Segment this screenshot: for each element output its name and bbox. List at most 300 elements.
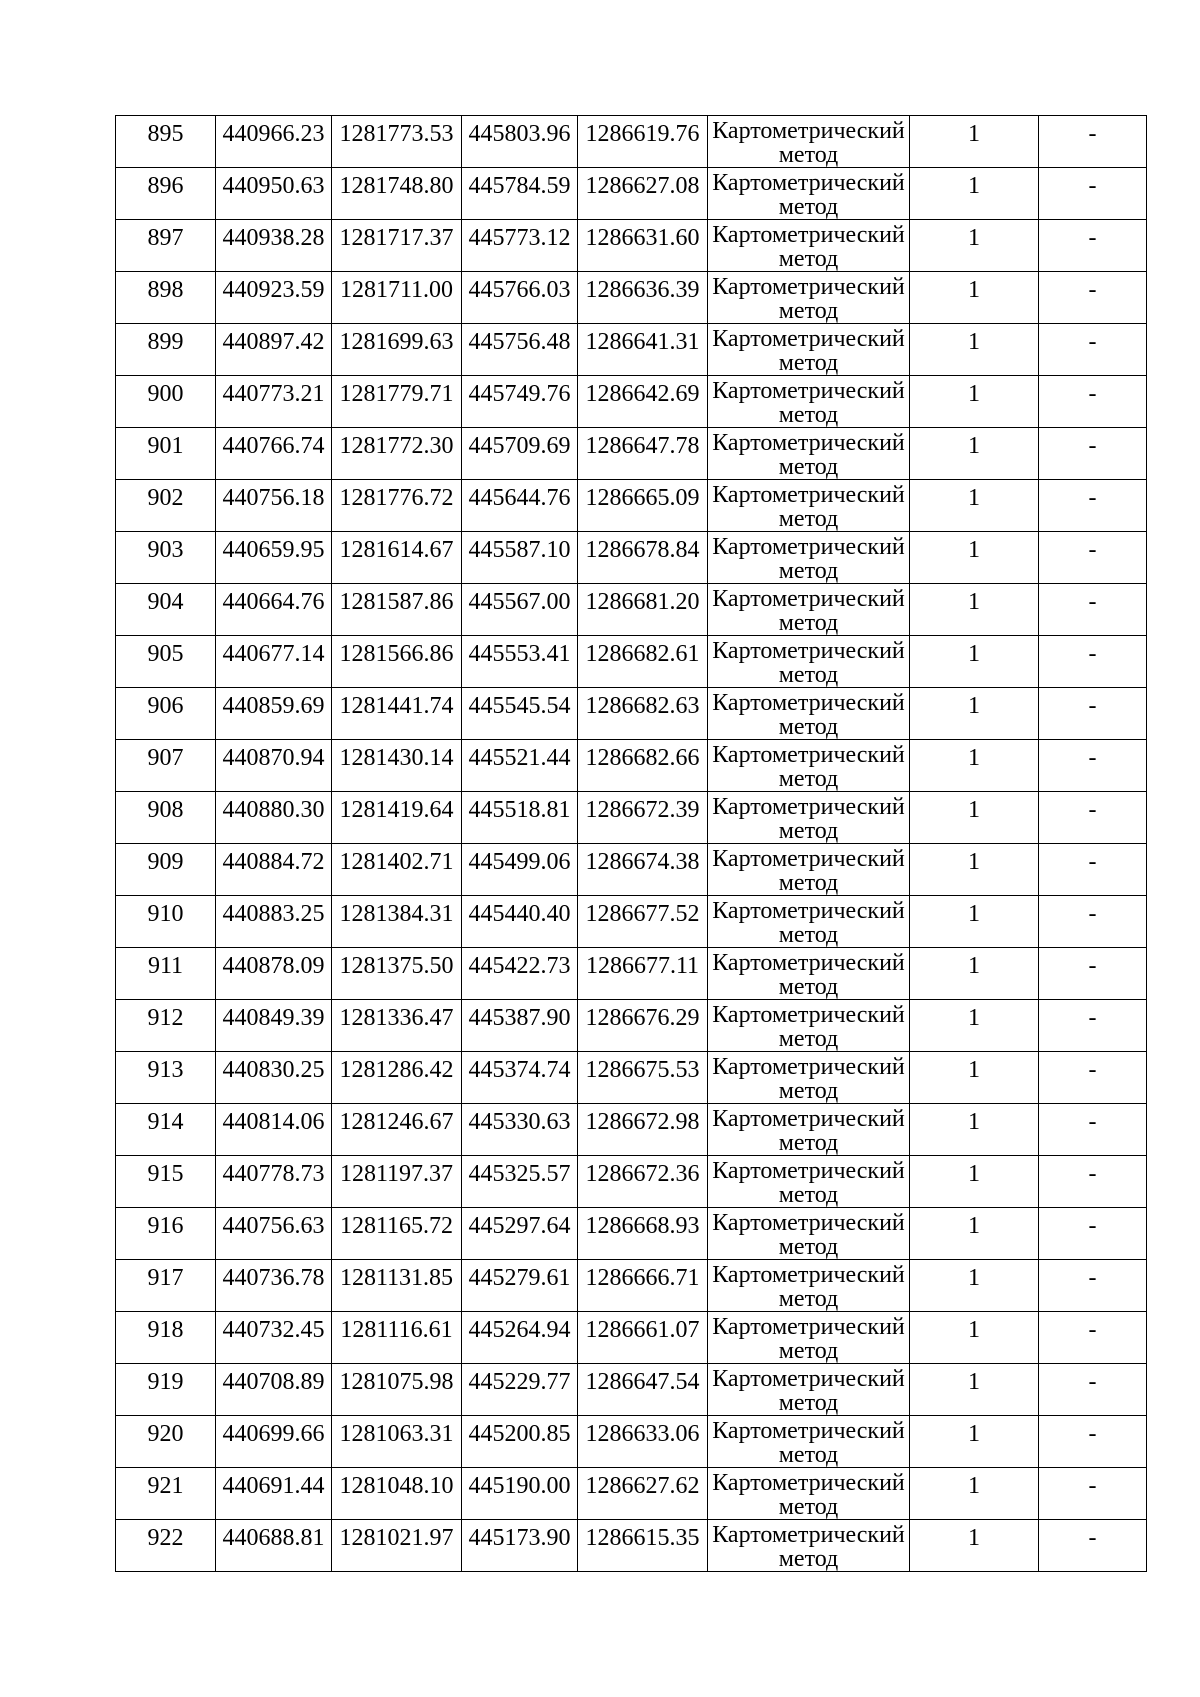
y-new-cell: 1286619.76: [578, 116, 708, 168]
point-number-cell: 917: [116, 1260, 216, 1312]
method-line-1: Картометрический: [712, 1418, 905, 1444]
x-old-cell: 440756.63: [216, 1208, 332, 1260]
accuracy-cell: 1: [910, 948, 1039, 1000]
method-cell: [708, 792, 910, 844]
accuracy-cell: 1: [910, 584, 1039, 636]
method-line-1: Картометрический: [712, 274, 905, 300]
note-cell: -: [1039, 1416, 1147, 1468]
method-cell: [708, 1364, 910, 1416]
table-row: [116, 896, 1147, 948]
method-line-1: Картометрический: [712, 1002, 905, 1028]
point-number-cell: 907: [116, 740, 216, 792]
method-line-2: метод: [778, 506, 839, 532]
y-new-cell: 1286615.35: [578, 1520, 708, 1572]
method-cell: [708, 1260, 910, 1312]
note-cell: -: [1039, 896, 1147, 948]
note-cell: -: [1039, 688, 1147, 740]
y-old-cell: 1281711.00: [332, 272, 462, 324]
note-cell: -: [1039, 1000, 1147, 1052]
point-number-cell: 919: [116, 1364, 216, 1416]
method-line-1: Картометрический: [712, 534, 905, 560]
point-number-cell: 896: [116, 168, 216, 220]
method-line-1: Картометрический: [712, 378, 905, 404]
x-new-cell: 445190.00: [462, 1468, 578, 1520]
point-number-cell: 903: [116, 532, 216, 584]
y-old-cell: 1281048.10: [332, 1468, 462, 1520]
method-line-2: метод: [778, 1338, 839, 1364]
accuracy-cell: 1: [910, 272, 1039, 324]
note-cell: -: [1039, 428, 1147, 480]
accuracy-cell: 1: [910, 792, 1039, 844]
x-old-cell: 440699.66: [216, 1416, 332, 1468]
y-old-cell: 1281773.53: [332, 116, 462, 168]
table-row: [116, 272, 1147, 324]
note-cell: -: [1039, 1312, 1147, 1364]
method-line-2: метод: [778, 454, 839, 480]
table-row: [116, 792, 1147, 844]
y-old-cell: 1281075.98: [332, 1364, 462, 1416]
x-old-cell: 440688.81: [216, 1520, 332, 1572]
y-new-cell: 1286672.98: [578, 1104, 708, 1156]
method-line-1: Картометрический: [712, 1470, 905, 1496]
method-line-2: метод: [778, 818, 839, 844]
method-cell: [708, 740, 910, 792]
x-old-cell: 440766.74: [216, 428, 332, 480]
method-line-1: Картометрический: [712, 898, 905, 924]
method-line-1: Картометрический: [712, 794, 905, 820]
accuracy-cell: 1: [910, 1312, 1039, 1364]
y-new-cell: 1286682.66: [578, 740, 708, 792]
method-line-1: Картометрический: [712, 170, 905, 196]
table-row: [116, 1260, 1147, 1312]
y-old-cell: 1281566.86: [332, 636, 462, 688]
table-row: [116, 1156, 1147, 1208]
method-line-2: метод: [778, 142, 839, 168]
y-new-cell: 1286682.63: [578, 688, 708, 740]
accuracy-cell: 1: [910, 844, 1039, 896]
y-old-cell: 1281402.71: [332, 844, 462, 896]
point-number-cell: 913: [116, 1052, 216, 1104]
table-row: [116, 1312, 1147, 1364]
method-cell: [708, 844, 910, 896]
accuracy-cell: 1: [910, 428, 1039, 480]
y-old-cell: 1281748.80: [332, 168, 462, 220]
method-cell: [708, 376, 910, 428]
method-line-1: Картометрический: [712, 482, 905, 508]
note-cell: -: [1039, 1052, 1147, 1104]
note-cell: -: [1039, 1208, 1147, 1260]
table-row: [116, 376, 1147, 428]
x-new-cell: 445773.12: [462, 220, 578, 272]
point-number-cell: 908: [116, 792, 216, 844]
method-line-2: метод: [778, 246, 839, 272]
accuracy-cell: 1: [910, 1104, 1039, 1156]
point-number-cell: 898: [116, 272, 216, 324]
y-old-cell: 1281699.63: [332, 324, 462, 376]
point-number-cell: 914: [116, 1104, 216, 1156]
note-cell: -: [1039, 272, 1147, 324]
accuracy-cell: 1: [910, 1468, 1039, 1520]
method-cell: [708, 1520, 910, 1572]
x-old-cell: 440830.25: [216, 1052, 332, 1104]
y-new-cell: 1286636.39: [578, 272, 708, 324]
method-cell: [708, 1312, 910, 1364]
x-new-cell: 445499.06: [462, 844, 578, 896]
y-old-cell: 1281776.72: [332, 480, 462, 532]
x-new-cell: 445521.44: [462, 740, 578, 792]
point-number-cell: 900: [116, 376, 216, 428]
x-new-cell: 445587.10: [462, 532, 578, 584]
x-old-cell: 440966.23: [216, 116, 332, 168]
method-line-2: метод: [778, 922, 839, 948]
table-row: [116, 1416, 1147, 1468]
x-new-cell: 445803.96: [462, 116, 578, 168]
accuracy-cell: 1: [910, 324, 1039, 376]
y-new-cell: 1286665.09: [578, 480, 708, 532]
note-cell: -: [1039, 636, 1147, 688]
method-cell: [708, 1156, 910, 1208]
method-line-2: метод: [778, 1234, 839, 1260]
table-row: [116, 1104, 1147, 1156]
note-cell: -: [1039, 740, 1147, 792]
method-line-1: Картометрический: [712, 1314, 905, 1340]
method-line-2: метод: [778, 714, 839, 740]
x-old-cell: 440659.95: [216, 532, 332, 584]
x-old-cell: 440950.63: [216, 168, 332, 220]
point-number-cell: 915: [116, 1156, 216, 1208]
method-line-1: Картометрический: [712, 1106, 905, 1132]
point-number-cell: 906: [116, 688, 216, 740]
method-cell: [708, 532, 910, 584]
x-old-cell: 440664.76: [216, 584, 332, 636]
method-cell: [708, 1052, 910, 1104]
method-cell: [708, 1104, 910, 1156]
y-old-cell: 1281384.31: [332, 896, 462, 948]
method-cell: [708, 1000, 910, 1052]
note-cell: -: [1039, 1364, 1147, 1416]
table-row: [116, 636, 1147, 688]
x-old-cell: 440773.21: [216, 376, 332, 428]
method-line-1: Картометрический: [712, 1522, 905, 1548]
y-new-cell: 1286668.93: [578, 1208, 708, 1260]
point-number-cell: 910: [116, 896, 216, 948]
point-number-cell: 912: [116, 1000, 216, 1052]
method-cell: [708, 168, 910, 220]
accuracy-cell: 1: [910, 1364, 1039, 1416]
accuracy-cell: 1: [910, 376, 1039, 428]
y-old-cell: 1281430.14: [332, 740, 462, 792]
x-old-cell: 440884.72: [216, 844, 332, 896]
y-old-cell: 1281246.67: [332, 1104, 462, 1156]
table-row: [116, 1468, 1147, 1520]
accuracy-cell: 1: [910, 532, 1039, 584]
method-line-1: Картометрический: [712, 638, 905, 664]
method-line-1: Картометрический: [712, 1210, 905, 1236]
accuracy-cell: 1: [910, 168, 1039, 220]
note-cell: -: [1039, 792, 1147, 844]
accuracy-cell: 1: [910, 480, 1039, 532]
x-new-cell: 445567.00: [462, 584, 578, 636]
note-cell: -: [1039, 1520, 1147, 1572]
method-line-2: метод: [778, 1442, 839, 1468]
point-number-cell: 901: [116, 428, 216, 480]
note-cell: -: [1039, 376, 1147, 428]
note-cell: -: [1039, 220, 1147, 272]
x-new-cell: 445297.64: [462, 1208, 578, 1260]
y-new-cell: 1286666.71: [578, 1260, 708, 1312]
x-new-cell: 445766.03: [462, 272, 578, 324]
y-old-cell: 1281717.37: [332, 220, 462, 272]
note-cell: -: [1039, 1260, 1147, 1312]
note-cell: -: [1039, 844, 1147, 896]
table-row: [116, 220, 1147, 272]
x-old-cell: 440708.89: [216, 1364, 332, 1416]
note-cell: -: [1039, 1104, 1147, 1156]
method-line-1: Картометрический: [712, 430, 905, 456]
y-new-cell: 1286675.53: [578, 1052, 708, 1104]
point-number-cell: 916: [116, 1208, 216, 1260]
x-new-cell: 445709.69: [462, 428, 578, 480]
method-line-2: метод: [778, 1546, 839, 1572]
x-old-cell: 440814.06: [216, 1104, 332, 1156]
method-line-2: метод: [778, 402, 839, 428]
y-old-cell: 1281165.72: [332, 1208, 462, 1260]
y-new-cell: 1286647.54: [578, 1364, 708, 1416]
x-new-cell: 445545.54: [462, 688, 578, 740]
x-new-cell: 445264.94: [462, 1312, 578, 1364]
y-old-cell: 1281063.31: [332, 1416, 462, 1468]
y-new-cell: 1286674.38: [578, 844, 708, 896]
point-number-cell: 895: [116, 116, 216, 168]
x-new-cell: 445440.40: [462, 896, 578, 948]
note-cell: -: [1039, 116, 1147, 168]
point-number-cell: 921: [116, 1468, 216, 1520]
table-row: [116, 116, 1147, 168]
point-number-cell: 904: [116, 584, 216, 636]
y-old-cell: 1281587.86: [332, 584, 462, 636]
x-new-cell: 445325.57: [462, 1156, 578, 1208]
x-old-cell: 440878.09: [216, 948, 332, 1000]
method-line-1: Картометрический: [712, 586, 905, 612]
accuracy-cell: 1: [910, 896, 1039, 948]
y-new-cell: 1286627.08: [578, 168, 708, 220]
y-old-cell: 1281286.42: [332, 1052, 462, 1104]
x-old-cell: 440938.28: [216, 220, 332, 272]
method-line-1: Картометрический: [712, 326, 905, 352]
method-line-2: метод: [778, 766, 839, 792]
point-number-cell: 909: [116, 844, 216, 896]
method-line-1: Картометрический: [712, 118, 905, 144]
method-cell: [708, 428, 910, 480]
table-row: [116, 480, 1147, 532]
method-cell: [708, 896, 910, 948]
method-line-2: метод: [778, 974, 839, 1000]
table-row: [116, 584, 1147, 636]
method-line-2: метод: [778, 610, 839, 636]
method-cell: [708, 116, 910, 168]
x-new-cell: 445387.90: [462, 1000, 578, 1052]
y-old-cell: 1281772.30: [332, 428, 462, 480]
x-new-cell: 445200.85: [462, 1416, 578, 1468]
y-old-cell: 1281375.50: [332, 948, 462, 1000]
x-old-cell: 440736.78: [216, 1260, 332, 1312]
y-old-cell: 1281021.97: [332, 1520, 462, 1572]
x-new-cell: 445518.81: [462, 792, 578, 844]
point-number-cell: 897: [116, 220, 216, 272]
x-old-cell: 440897.42: [216, 324, 332, 376]
y-new-cell: 1286678.84: [578, 532, 708, 584]
y-new-cell: 1286682.61: [578, 636, 708, 688]
y-old-cell: 1281419.64: [332, 792, 462, 844]
x-old-cell: 440778.73: [216, 1156, 332, 1208]
x-old-cell: 440677.14: [216, 636, 332, 688]
x-old-cell: 440880.30: [216, 792, 332, 844]
y-new-cell: 1286647.78: [578, 428, 708, 480]
table-row: [116, 1520, 1147, 1572]
note-cell: -: [1039, 168, 1147, 220]
y-new-cell: 1286642.69: [578, 376, 708, 428]
method-cell: [708, 1208, 910, 1260]
x-old-cell: 440870.94: [216, 740, 332, 792]
method-line-1: Картометрический: [712, 846, 905, 872]
method-cell: [708, 272, 910, 324]
table-row: [116, 324, 1147, 376]
y-new-cell: 1286677.11: [578, 948, 708, 1000]
method-line-2: метод: [778, 870, 839, 896]
method-line-2: метод: [778, 194, 839, 220]
table-row: [116, 1052, 1147, 1104]
x-old-cell: 440849.39: [216, 1000, 332, 1052]
method-cell: [708, 324, 910, 376]
y-new-cell: 1286672.36: [578, 1156, 708, 1208]
method-cell: [708, 688, 910, 740]
x-new-cell: 445756.48: [462, 324, 578, 376]
x-new-cell: 445784.59: [462, 168, 578, 220]
method-line-2: метод: [778, 1286, 839, 1312]
method-line-2: метод: [778, 1494, 839, 1520]
y-new-cell: 1286672.39: [578, 792, 708, 844]
note-cell: -: [1039, 584, 1147, 636]
method-line-2: метод: [778, 1078, 839, 1104]
note-cell: -: [1039, 1468, 1147, 1520]
x-new-cell: 445173.90: [462, 1520, 578, 1572]
method-line-2: метод: [778, 1390, 839, 1416]
method-line-2: метод: [778, 558, 839, 584]
note-cell: -: [1039, 480, 1147, 532]
table-row: [116, 844, 1147, 896]
accuracy-cell: 1: [910, 1260, 1039, 1312]
method-line-2: метод: [778, 662, 839, 688]
point-number-cell: 922: [116, 1520, 216, 1572]
y-old-cell: 1281336.47: [332, 1000, 462, 1052]
method-line-2: метод: [778, 350, 839, 376]
accuracy-cell: 1: [910, 740, 1039, 792]
method-cell: [708, 1468, 910, 1520]
x-new-cell: 445330.63: [462, 1104, 578, 1156]
x-old-cell: 440883.25: [216, 896, 332, 948]
accuracy-cell: 1: [910, 1052, 1039, 1104]
method-cell: [708, 584, 910, 636]
table-row: [116, 428, 1147, 480]
method-cell: [708, 220, 910, 272]
x-old-cell: 440859.69: [216, 688, 332, 740]
accuracy-cell: 1: [910, 1208, 1039, 1260]
x-new-cell: 445644.76: [462, 480, 578, 532]
accuracy-cell: 1: [910, 1416, 1039, 1468]
accuracy-cell: 1: [910, 1000, 1039, 1052]
y-new-cell: 1286633.06: [578, 1416, 708, 1468]
x-new-cell: 445374.74: [462, 1052, 578, 1104]
y-new-cell: 1286676.29: [578, 1000, 708, 1052]
y-old-cell: 1281116.61: [332, 1312, 462, 1364]
table-row: [116, 1364, 1147, 1416]
method-line-1: Картометрический: [712, 1054, 905, 1080]
accuracy-cell: 1: [910, 220, 1039, 272]
method-cell: [708, 480, 910, 532]
method-line-1: Картометрический: [712, 1262, 905, 1288]
y-old-cell: 1281197.37: [332, 1156, 462, 1208]
method-line-1: Картометрический: [712, 1366, 905, 1392]
point-number-cell: 918: [116, 1312, 216, 1364]
accuracy-cell: 1: [910, 116, 1039, 168]
method-line-1: Картометрический: [712, 1158, 905, 1184]
x-old-cell: 440923.59: [216, 272, 332, 324]
note-cell: -: [1039, 532, 1147, 584]
x-old-cell: 440756.18: [216, 480, 332, 532]
method-line-1: Картометрический: [712, 950, 905, 976]
y-new-cell: 1286641.31: [578, 324, 708, 376]
method-cell: [708, 1416, 910, 1468]
note-cell: -: [1039, 1156, 1147, 1208]
accuracy-cell: 1: [910, 688, 1039, 740]
table-row: [116, 688, 1147, 740]
method-line-2: метод: [778, 298, 839, 324]
table-row: [116, 740, 1147, 792]
y-new-cell: 1286627.62: [578, 1468, 708, 1520]
x-new-cell: 445279.61: [462, 1260, 578, 1312]
y-new-cell: 1286681.20: [578, 584, 708, 636]
table-row: [116, 1000, 1147, 1052]
y-new-cell: 1286677.52: [578, 896, 708, 948]
table-row: [116, 168, 1147, 220]
y-old-cell: 1281614.67: [332, 532, 462, 584]
method-line-2: метод: [778, 1026, 839, 1052]
method-line-2: метод: [778, 1182, 839, 1208]
x-old-cell: 440732.45: [216, 1312, 332, 1364]
accuracy-cell: 1: [910, 636, 1039, 688]
x-new-cell: 445422.73: [462, 948, 578, 1000]
method-line-1: Картометрический: [712, 222, 905, 248]
y-old-cell: 1281441.74: [332, 688, 462, 740]
method-cell: [708, 636, 910, 688]
accuracy-cell: 1: [910, 1156, 1039, 1208]
note-cell: -: [1039, 324, 1147, 376]
y-old-cell: 1281779.71: [332, 376, 462, 428]
point-number-cell: 905: [116, 636, 216, 688]
y-new-cell: 1286631.60: [578, 220, 708, 272]
x-new-cell: 445553.41: [462, 636, 578, 688]
accuracy-cell: 1: [910, 1520, 1039, 1572]
x-new-cell: 445749.76: [462, 376, 578, 428]
method-cell: [708, 948, 910, 1000]
point-number-cell: 899: [116, 324, 216, 376]
table-row: [116, 532, 1147, 584]
note-cell: -: [1039, 948, 1147, 1000]
point-number-cell: 920: [116, 1416, 216, 1468]
method-line-2: метод: [778, 1130, 839, 1156]
coordinates-table: [115, 115, 1147, 1572]
x-old-cell: 440691.44: [216, 1468, 332, 1520]
